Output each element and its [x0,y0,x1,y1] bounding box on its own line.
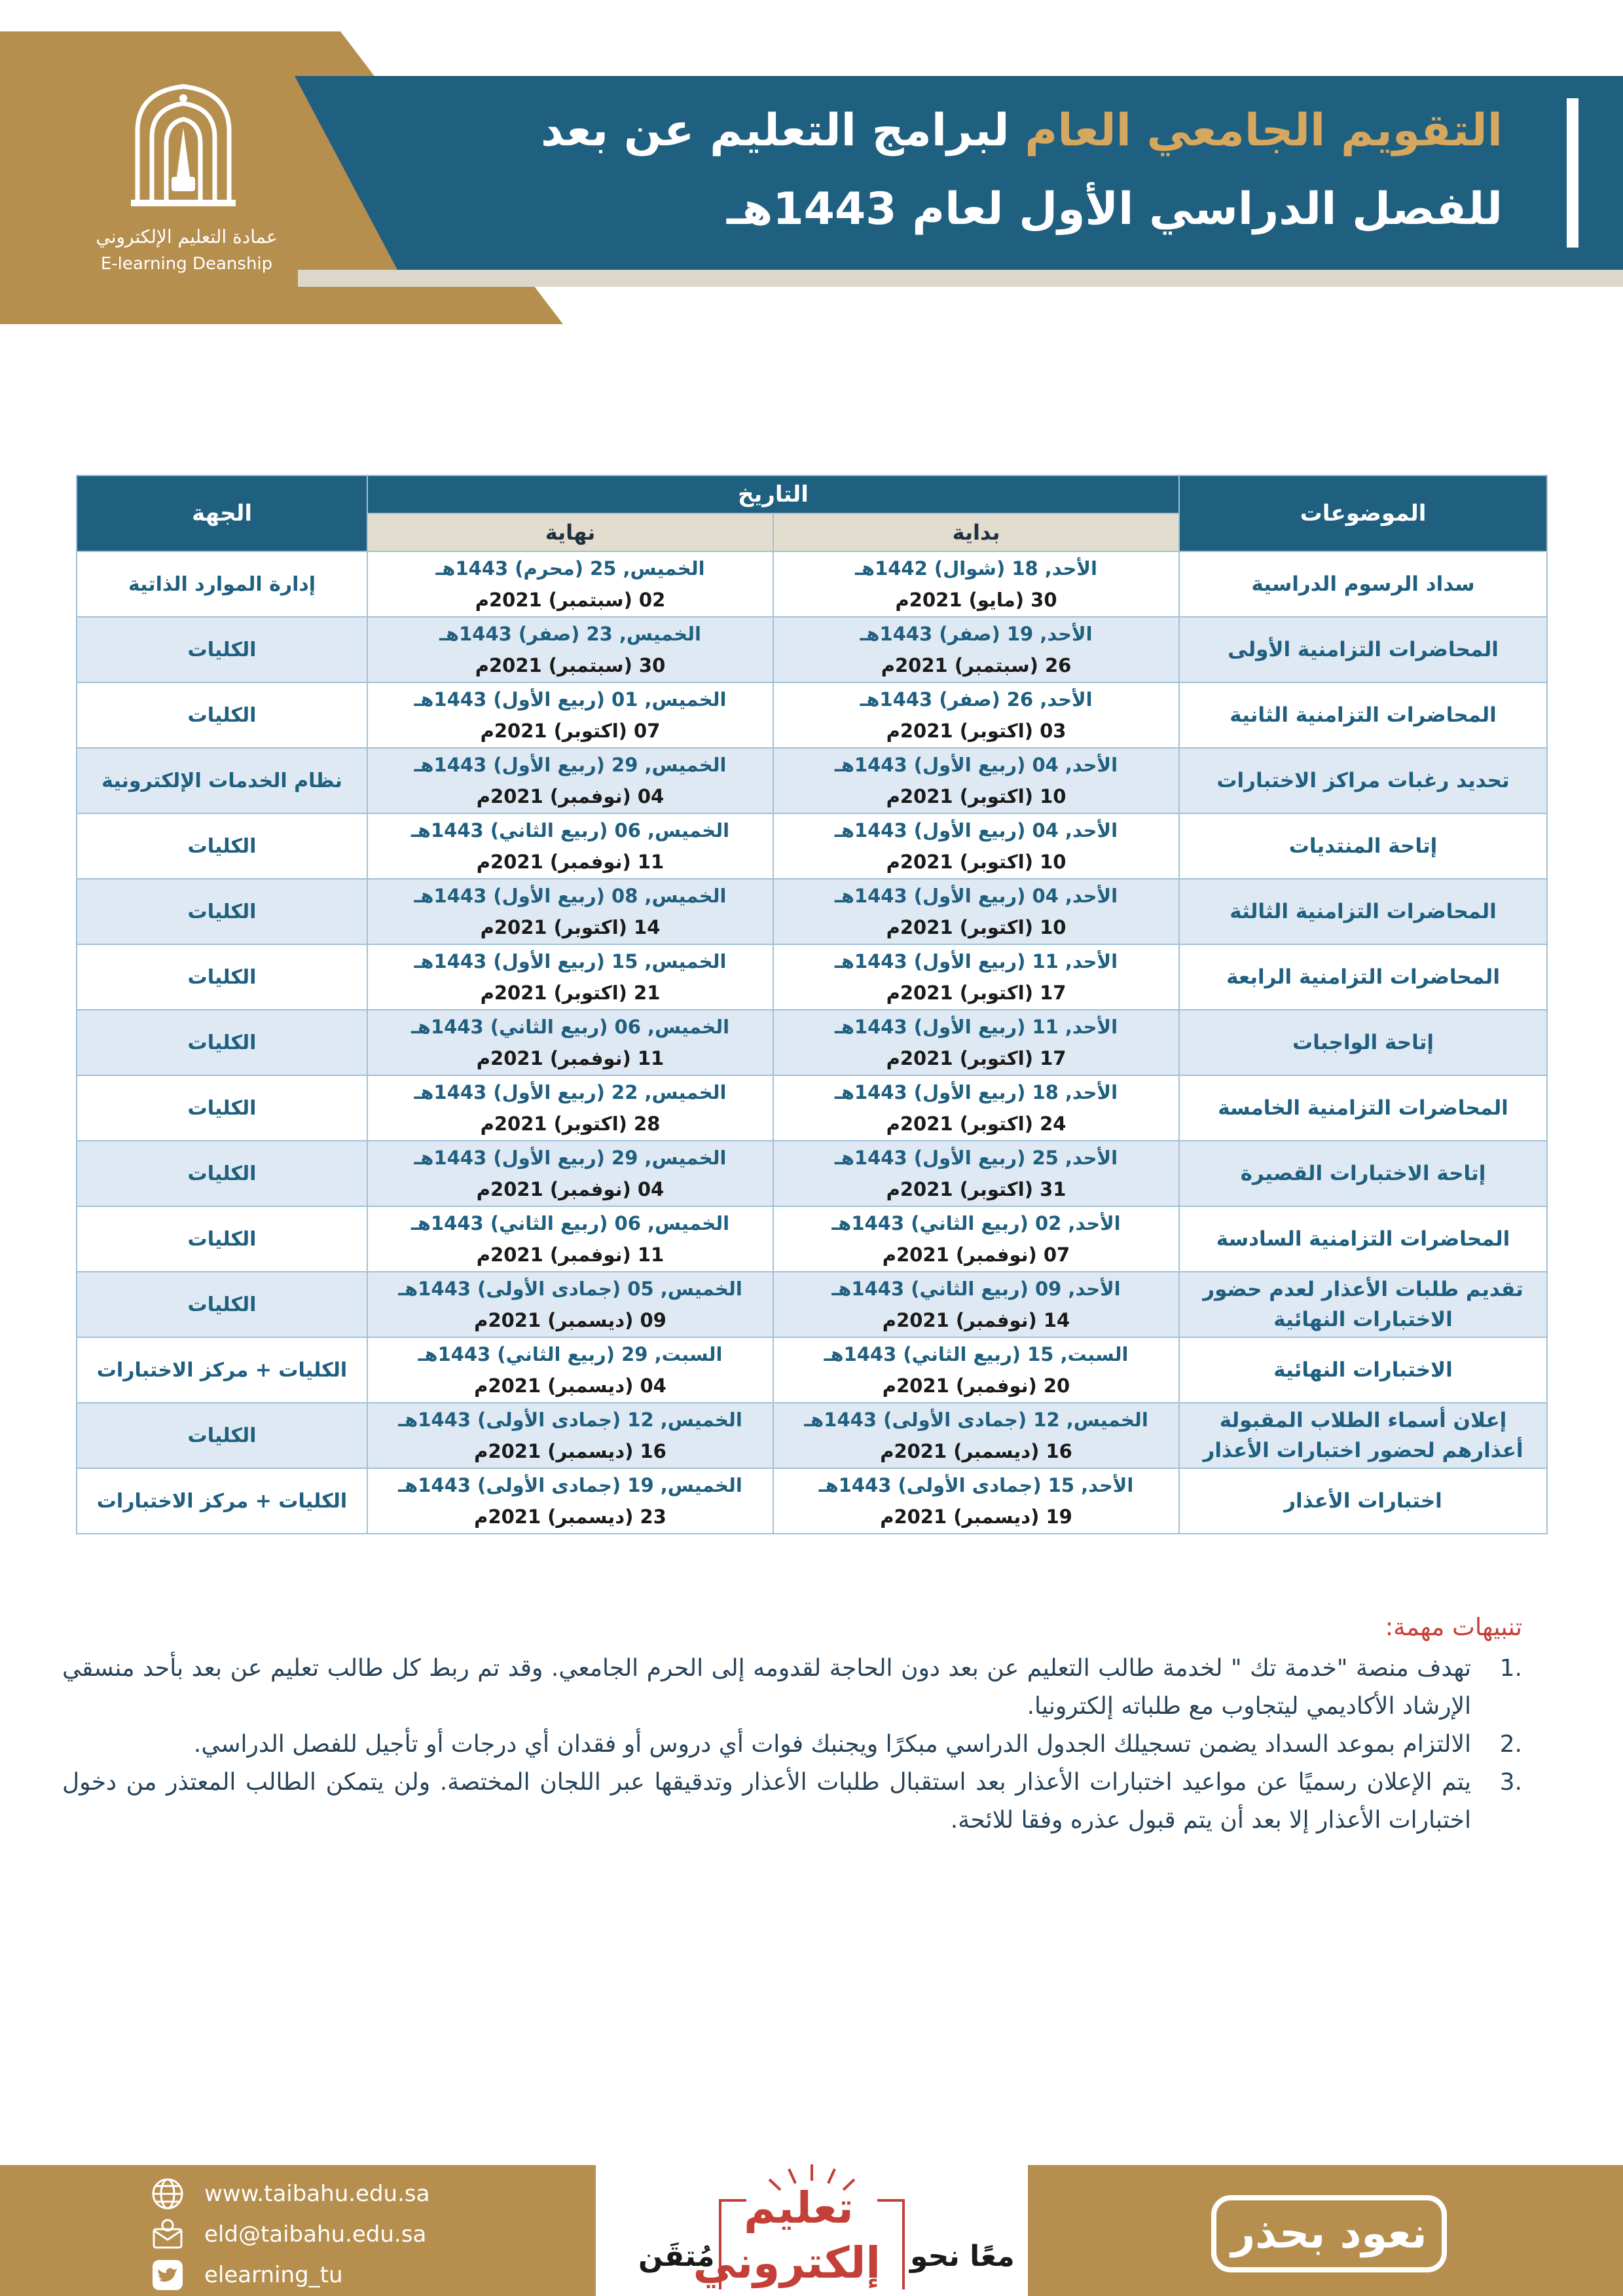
row-end [367,617,773,682]
row-start [773,1272,1179,1337]
row-topic: سداد الرسوم الدراسية [1179,551,1547,617]
end-hijri: الخميس, 19 (جمادى الأولى) 1443هـ [398,1474,742,1496]
note-text: الالتزام بموعد السداد يضمن تسجيلك الجدول الدراسي مبكرًا ويجنبك فوات أي دروس أو فقدان أي درجات أو تأجيل للفصل الدراسي. [193,1731,1471,1758]
row-start [773,1337,1179,1403]
row-end [367,748,773,813]
row-dept: الكليات [77,1403,367,1468]
row-dept: الكليات + مركز الاختبارات [77,1337,367,1403]
table-row [77,748,1547,813]
end-gregorian: 04 (نوفمبر) 2021م [476,785,665,807]
end-hijri: الخميس, 06 (ربيع الثاني) 1443هـ [410,1016,730,1038]
footer-website-text[interactable]: www.taibahu.edu.sa [204,2181,430,2207]
end-gregorian: 11 (نوفمبر) 2021م [476,1244,665,1266]
row-end [367,1075,773,1141]
end-gregorian: 21 (اكتوبر) 2021م [480,982,661,1004]
start-gregorian: 20 (نوفمبر) 2021م [882,1375,1070,1397]
table-row [77,944,1547,1010]
end-hijri: الخميس, 23 (صفر) 1443هـ [439,623,701,645]
row-end [367,813,773,879]
end-gregorian: 11 (نوفمبر) 2021م [476,851,665,873]
footer-tagline [638,2240,714,2273]
header-accent-bar [1567,98,1578,248]
start-hijri: الأحد, 11 (ربيع الأول) 1443هـ [834,950,1118,972]
note-text: تهدف منصة "خدمة تك " لخدمة طالب التعليم عن بعد دون الحاجة لقدومه إلى الحرم الجامعي. وقد تم ربط كل طالب تعليم عن بعد بأحد منسقي الإرشاد الأكاديمي ليتجاوب مع طلباته إلكترونيا. [62,1655,1471,1720]
calendar-table [76,475,1548,1534]
end-gregorian: 23 (ديسمبر) 2021م [474,1506,666,1528]
end-gregorian: 04 (نوفمبر) 2021م [476,1178,665,1200]
footer-email[interactable] [151,2216,426,2253]
title-line-2: للفصل الدراسي الأول لعام 1443هـ [726,183,1503,235]
footer-tagline-main [910,2240,1015,2273]
title-rest: لبرامج التعليم عن بعد [540,105,1010,157]
row-topic: المحاضرات التزامنية الأولى [1179,617,1547,682]
note-text: يتم الإعلان رسميًا عن مواعيد اختبارات الأعذار بعد استقبال طلبات الأعذار وتدقيقها عبر اللجان المختصة. ولن يتمكن الطالب المعتذر من دخول اختبارات الأعذار إلا بعد أن يتم قبول عذره وفقا للائحة. [62,1769,1471,1834]
row-topic: المحاضرات التزامنية الثانية [1179,682,1547,748]
end-hijri: الخميس, 01 (ربيع الأول) 1443هـ [414,688,727,711]
row-topic: المحاضرات التزامنية الرابعة [1179,944,1547,1010]
logo-text-english: E-learning Deanship [100,254,273,274]
university-logo-icon [124,79,242,210]
header-end: نهاية [367,513,773,551]
row-end [367,1403,773,1468]
row-dept: الكليات [77,944,367,1010]
row-start [773,551,1179,617]
header-topics: الموضوعات [1179,475,1547,551]
table-row [77,1141,1547,1206]
row-dept: الكليات [77,682,367,748]
row-dept: الكليات [77,1075,367,1141]
end-hijri: الخميس, 22 (ربيع الأول) 1443هـ [414,1081,727,1103]
footer-twitter-text[interactable]: elearning_tu [204,2262,343,2288]
header-start: بداية [773,513,1179,551]
row-end [367,1206,773,1272]
header-shadow-strip [298,270,1623,287]
end-hijri: الخميس, 06 (ربيع الثاني) 1443هـ [410,1212,730,1234]
table-row [77,879,1547,944]
row-start [773,682,1179,748]
end-gregorian: 14 (اكتوبر) 2021م [480,916,661,938]
start-gregorian: 19 (ديسمبر) 2021م [880,1506,1072,1528]
row-topic: إتاحة الواجبات [1179,1010,1547,1075]
start-hijri: الأحد, 25 (ربيع الأول) 1443هـ [834,1147,1118,1169]
table-row [77,813,1547,879]
row-topic: إعلان أسماء الطلاب المقبولة أعذارهم لحضور اختبارات الأعذار [1179,1403,1547,1468]
header-dept: الجهة [77,475,367,551]
start-hijri: الأحد, 04 (ربيع الأول) 1443هـ [834,754,1118,776]
start-hijri: الأحد, 02 (ربيع الثاني) 1443هـ [831,1212,1121,1234]
row-start [773,1141,1179,1206]
start-hijri: الأحد, 18 (شوال) 1442هـ [855,557,1097,580]
row-dept: الكليات [77,617,367,682]
start-gregorian: 10 (اكتوبر) 2021م [886,851,1067,873]
notes-title: تنبيهات مهمة: [1385,1613,1522,1641]
row-start [773,1075,1179,1141]
row-topic: المحاضرات التزامنية السادسة [1179,1206,1547,1272]
start-gregorian: 10 (اكتوبر) 2021م [886,916,1067,938]
note-item [62,1650,1522,1726]
row-topic: الاختبارات النهائية [1179,1337,1547,1403]
end-gregorian: 09 (ديسمبر) 2021م [474,1309,666,1331]
row-end [367,944,773,1010]
start-gregorian: 07 (نوفمبر) 2021م [882,1244,1070,1266]
end-gregorian: 11 (نوفمبر) 2021م [476,1047,665,1069]
row-end [367,682,773,748]
row-topic: المحاضرات التزامنية الخامسة [1179,1075,1547,1141]
start-hijri: الأحد, 19 (صفر) 1443هـ [860,623,1093,645]
row-end [367,1468,773,1534]
footer-tagline-accent: مُتقَن [638,2240,715,2273]
start-gregorian: 26 (سبتمبر) 2021م [881,654,1072,676]
header-date: التاريخ [367,475,1179,513]
row-dept: الكليات [77,1206,367,1272]
row-end [367,551,773,617]
start-hijri: الأحد, 15 (جمادى الأولى) 1443هـ [818,1474,1134,1496]
footer-slogan-text: نعود بحذر [1231,2210,1427,2258]
start-hijri: السبت, 15 (ربيع الثاني) 1443هـ [824,1343,1129,1365]
row-start [773,944,1179,1010]
table-row [77,1337,1547,1403]
row-end [367,1141,773,1206]
end-hijri: الخميس, 05 (جمادى الأولى) 1443هـ [398,1278,742,1300]
start-gregorian: 17 (اكتوبر) 2021م [886,982,1067,1004]
title-highlight: التقويم الجامعي العام [1025,105,1503,157]
table-row [77,1468,1547,1534]
row-topic: إتاحة الاختبارات القصيرة [1179,1141,1547,1206]
note-number: .3 [1499,1769,1522,1796]
end-hijri: الخميس, 08 (ربيع الأول) 1443هـ [414,885,727,907]
start-hijri: الأحد, 09 (ربيع الثاني) 1443هـ [831,1278,1121,1300]
end-hijri: الخميس, 12 (جمادى الأولى) 1443هـ [398,1409,742,1431]
footer-email-text[interactable]: eld@taibahu.edu.sa [204,2221,427,2248]
note-item [62,1726,1522,1764]
start-gregorian: 24 (اكتوبر) 2021م [886,1113,1067,1135]
row-topic: إتاحة المنتديات [1179,813,1547,879]
footer-brand [693,2181,881,2291]
table-row [77,682,1547,748]
row-dept: الكليات [77,813,367,879]
start-gregorian: 10 (اكتوبر) 2021م [886,785,1067,807]
start-hijri: الأحد, 04 (ربيع الأول) 1443هـ [834,819,1118,842]
twitter-icon [151,2258,185,2292]
table-row [77,1272,1547,1337]
start-hijri: الخميس, 12 (جمادى الأولى) 1443هـ [804,1409,1148,1431]
row-start [773,1010,1179,1075]
row-dept: الكليات + مركز الاختبارات [77,1468,367,1534]
end-gregorian: 30 (سبتمبر) 2021م [475,654,666,676]
end-hijri: السبت, 29 (ربيع الثاني) 1443هـ [418,1343,723,1365]
start-gregorian: 16 (ديسمبر) 2021م [880,1440,1072,1462]
table-row [77,551,1547,617]
end-gregorian: 07 (اكتوبر) 2021م [480,720,661,742]
row-topic: تقديم طلبات الأعذار لعدم حضور الاختبارات النهائية [1179,1272,1547,1337]
row-dept: نظام الخدمات الإلكترونية [77,748,367,813]
row-end [367,1272,773,1337]
globe-icon [151,2177,185,2211]
row-start [773,617,1179,682]
note-number: .2 [1499,1731,1522,1758]
note-item [62,1764,1522,1840]
email-icon [151,2217,185,2251]
row-end [367,1337,773,1403]
start-hijri: الأحد, 04 (ربيع الأول) 1443هـ [834,885,1118,907]
table-row [77,1403,1547,1468]
start-gregorian: 17 (اكتوبر) 2021م [886,1047,1067,1069]
end-hijri: الخميس, 06 (ربيع الثاني) 1443هـ [410,819,730,842]
row-dept: الكليات [77,1010,367,1075]
footer-website[interactable] [151,2176,429,2212]
table-row [77,1010,1547,1075]
row-start [773,813,1179,879]
row-dept: الكليات [77,1272,367,1337]
end-gregorian: 28 (اكتوبر) 2021م [480,1113,661,1135]
footer-brand-line1: تعليم [744,2183,854,2233]
row-start [773,1468,1179,1534]
notes-section [62,1608,1522,1840]
end-gregorian: 04 (ديسمبر) 2021م [474,1375,666,1397]
start-hijri: الأحد, 18 (ربيع الأول) 1443هـ [834,1081,1118,1103]
row-dept: الكليات [77,879,367,944]
table-row [77,617,1547,682]
note-number: .1 [1499,1655,1522,1682]
end-gregorian: 02 (سبتمبر) 2021م [475,589,666,611]
row-end [367,879,773,944]
end-hijri: الخميس, 29 (ربيع الأول) 1443هـ [414,754,727,776]
row-dept: إدارة الموارد الذاتية [77,551,367,617]
end-hijri: الخميس, 29 (ربيع الأول) 1443هـ [414,1147,727,1169]
start-hijri: الأحد, 11 (ربيع الأول) 1443هـ [834,1016,1118,1038]
row-start [773,1206,1179,1272]
end-hijri: الخميس, 25 (محرم) 1443هـ [435,557,705,580]
footer-tagline-text: معًا نحو [910,2240,1015,2273]
row-start [773,748,1179,813]
footer-twitter[interactable] [151,2257,343,2293]
page-title [520,92,1503,249]
table-row [77,1206,1547,1272]
logo-text-arabic: عمادة التعليم الإلكتروني [96,226,278,248]
footer-slogan-badge [1211,2195,1447,2272]
end-gregorian: 16 (ديسمبر) 2021م [474,1440,666,1462]
start-gregorian: 03 (اكتوبر) 2021م [886,720,1067,742]
start-gregorian: 14 (نوفمبر) 2021م [882,1309,1070,1331]
table-row [77,1075,1547,1141]
row-topic: المحاضرات التزامنية الثالثة [1179,879,1547,944]
row-end [367,1010,773,1075]
row-dept: الكليات [77,1141,367,1206]
end-hijri: الخميس, 15 (ربيع الأول) 1443هـ [414,950,727,972]
start-gregorian: 30 (مايو) 2021م [895,589,1057,611]
footer-brand-line2: إلكتروني [693,2238,881,2288]
row-topic: اختبارات الأعذار [1179,1468,1547,1534]
row-start [773,879,1179,944]
start-hijri: الأحد, 26 (صفر) 1443هـ [860,688,1093,711]
row-start [773,1403,1179,1468]
row-topic: تحديد رغبات مراكز الاختبارات [1179,748,1547,813]
start-gregorian: 31 (اكتوبر) 2021م [886,1178,1067,1200]
